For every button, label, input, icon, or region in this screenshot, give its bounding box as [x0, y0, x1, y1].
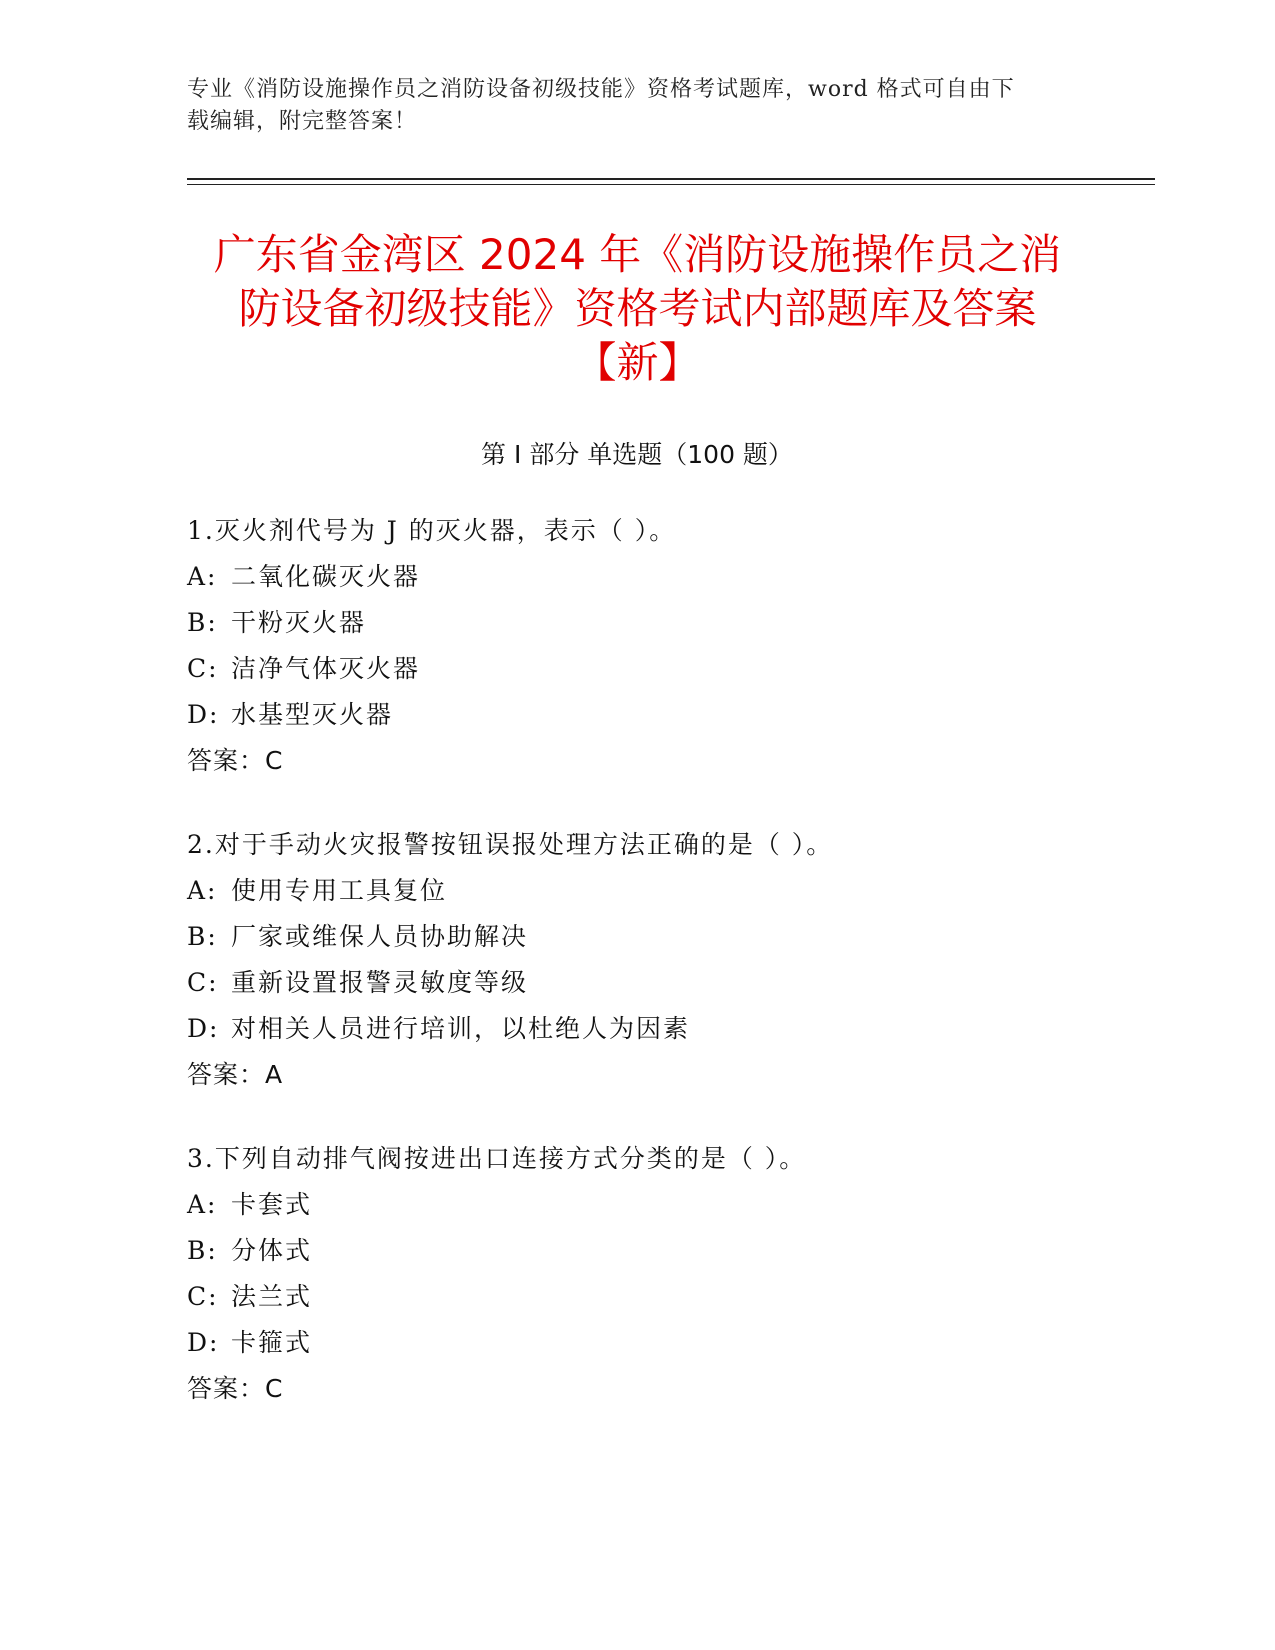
document-title-line-2: 防设备初级技能》资格考试内部题库及答案 — [238, 284, 1037, 333]
option-text: 分体式 — [231, 1236, 313, 1265]
option-b — [187, 600, 1087, 646]
header-note-line-1: 专业《消防设施操作员之消防设备初级技能》资格考试题库，word 格式可自由下 — [187, 77, 1015, 102]
option-text: 对相关人员进行培训，以杜绝人为因素 — [231, 1014, 691, 1043]
header-note-line-2: 载编辑，附完整答案！ — [187, 109, 418, 134]
option-key: C: — [187, 968, 219, 997]
option-b — [187, 914, 1087, 960]
option-a — [187, 868, 1087, 914]
document-title-line-3: 【新】 — [574, 338, 701, 387]
option-key: D: — [187, 1328, 220, 1357]
option-a — [187, 1182, 1087, 1228]
header-divider-thin — [187, 184, 1155, 185]
question-stem: 2.对于手动火灾报警按钮误报处理方法正确的是（ ）。 — [187, 830, 834, 859]
option-key: C: — [187, 654, 219, 683]
option-text: 二氧化碳灭火器 — [231, 562, 421, 591]
option-text: 厂家或维保人员协助解决 — [231, 922, 529, 951]
question-stem: 3.下列自动排气阀按进出口连接方式分类的是（ ）。 — [187, 1144, 807, 1173]
option-c — [187, 1274, 1087, 1320]
option-key: B: — [187, 1236, 218, 1265]
option-d — [187, 692, 1087, 738]
question-stem: 1.灭火剂代号为 J 的灭火器，表示（ ）。 — [187, 516, 677, 545]
option-key: A: — [187, 1190, 218, 1219]
answer-line: 答案：A — [187, 1060, 284, 1089]
option-c — [187, 960, 1087, 1006]
option-b — [187, 1228, 1087, 1274]
option-key: B: — [187, 608, 218, 637]
section-heading: 第 I 部分 单选题（100 题） — [481, 440, 793, 469]
option-key: A: — [187, 562, 218, 591]
option-key: A: — [187, 876, 218, 905]
question-block — [187, 1136, 1087, 1412]
option-text: 水基型灭火器 — [231, 700, 394, 729]
option-key: D: — [187, 700, 220, 729]
option-key: D: — [187, 1014, 220, 1043]
option-text: 洁净气体灭火器 — [231, 654, 421, 683]
option-d — [187, 1006, 1087, 1052]
option-a — [187, 554, 1087, 600]
option-text: 卡箍式 — [231, 1328, 313, 1357]
answer-line: 答案：C — [187, 746, 284, 775]
option-text: 干粉灭火器 — [231, 608, 367, 637]
option-text: 重新设置报警灵敏度等级 — [231, 968, 529, 997]
option-key: B: — [187, 922, 218, 951]
option-text: 法兰式 — [231, 1282, 313, 1311]
document-title — [170, 228, 1105, 390]
option-key: C: — [187, 1282, 219, 1311]
answer-line: 答案：C — [187, 1374, 284, 1403]
option-c — [187, 646, 1087, 692]
option-d — [187, 1320, 1087, 1366]
header-divider-thick — [187, 178, 1155, 180]
option-text: 卡套式 — [231, 1190, 313, 1219]
question-block — [187, 508, 1087, 784]
option-text: 使用专用工具复位 — [231, 876, 448, 905]
question-block — [187, 822, 1087, 1098]
header-note — [187, 74, 1067, 138]
document-title-line-1: 广东省金湾区 2024 年《消防设施操作员之消 — [213, 230, 1062, 279]
